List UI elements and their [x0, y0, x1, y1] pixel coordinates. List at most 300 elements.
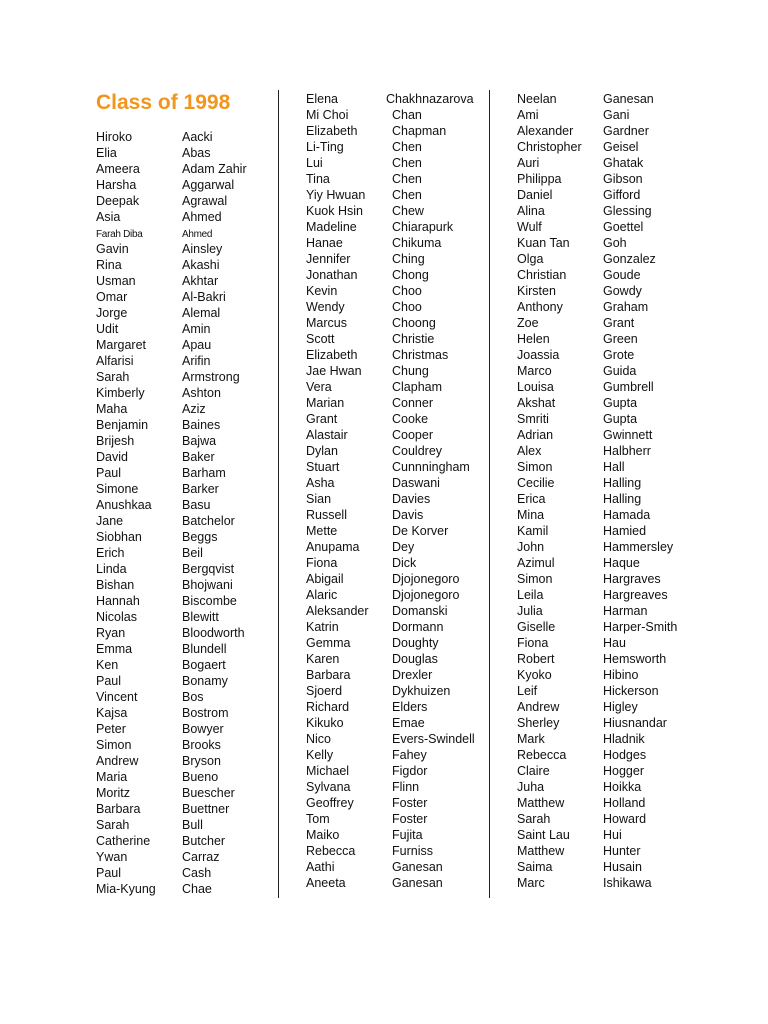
- first-name: Nico: [306, 732, 332, 746]
- last-name: Dormann: [392, 620, 444, 634]
- last-name: Akashi: [182, 258, 220, 272]
- first-name: Marc: [517, 876, 545, 890]
- last-name: Hibino: [603, 668, 639, 682]
- name-row: [306, 731, 475, 747]
- first-name: Linda: [96, 562, 127, 576]
- first-name: Marco: [517, 364, 552, 378]
- first-name: Richard: [306, 700, 350, 714]
- name-row: [306, 475, 475, 491]
- first-name: Alaric: [306, 588, 338, 602]
- last-name: Bowyer: [182, 722, 224, 736]
- first-name: Saint Lau: [517, 828, 570, 842]
- name-row: [306, 395, 475, 411]
- name-row: [517, 107, 677, 123]
- name-row: [96, 785, 247, 801]
- name-row: [96, 465, 247, 481]
- first-name: Vera: [306, 380, 332, 394]
- last-name: Goude: [603, 268, 641, 282]
- name-row: [517, 603, 677, 619]
- last-name: Couldrey: [392, 444, 443, 458]
- first-name: Ken: [96, 658, 119, 672]
- last-name: Domanski: [392, 604, 448, 618]
- last-name: Chapman: [392, 124, 447, 138]
- last-name: Evers-Swindell: [392, 732, 475, 746]
- first-name: Kamil: [517, 524, 549, 538]
- first-name: Paul: [96, 674, 122, 688]
- first-name: Mia-Kyung: [96, 882, 156, 896]
- first-name: Harsha: [96, 178, 137, 192]
- last-name: Halbherr: [603, 444, 651, 458]
- first-name: Simon: [96, 738, 132, 752]
- first-name: Kajsa: [96, 706, 128, 720]
- last-name: Blewitt: [182, 610, 219, 624]
- first-name: Maiko: [306, 828, 340, 842]
- first-name: Peter: [96, 722, 126, 736]
- name-row: [306, 411, 475, 427]
- first-name: Mina: [517, 508, 545, 522]
- last-name: Hickerson: [603, 684, 659, 698]
- last-name: Ganesan: [392, 876, 443, 890]
- last-name: Beil: [182, 546, 203, 560]
- last-name: Chen: [392, 140, 422, 154]
- last-name: Blundell: [182, 642, 227, 656]
- first-name: Ami: [517, 108, 539, 122]
- name-row: [96, 449, 247, 465]
- first-name: Auri: [517, 156, 540, 170]
- name-row: [306, 139, 475, 155]
- first-name: Kevin: [306, 284, 338, 298]
- first-name: Sarah: [517, 812, 551, 826]
- first-name: Bishan: [96, 578, 135, 592]
- first-name: Brijesh: [96, 434, 135, 448]
- last-name: Daswani: [392, 476, 440, 490]
- name-row: [96, 417, 247, 433]
- last-name: Baker: [182, 450, 215, 464]
- first-name: Robert: [517, 652, 555, 666]
- first-name: Aneeta: [306, 876, 346, 890]
- name-row: [96, 593, 247, 609]
- last-name: Cooke: [392, 412, 429, 426]
- name-row: [96, 801, 247, 817]
- last-name: Holland: [603, 796, 646, 810]
- name-row: [306, 491, 475, 507]
- first-name: Erica: [517, 492, 546, 506]
- name-row: [306, 427, 475, 443]
- first-name: Azimul: [517, 556, 555, 570]
- last-name: Barham: [182, 466, 226, 480]
- first-name: Michael: [306, 764, 350, 778]
- name-row: [517, 139, 677, 155]
- name-row: [517, 555, 677, 571]
- first-name: Madeline: [306, 220, 357, 234]
- name-row: [517, 171, 677, 187]
- name-row: [306, 683, 475, 699]
- name-row: [517, 155, 677, 171]
- last-name: Bueno: [182, 770, 219, 784]
- first-name: Katrin: [306, 620, 339, 634]
- last-name: Djojonegoro: [392, 572, 460, 586]
- name-row: [96, 177, 247, 193]
- first-name: Ryan: [96, 626, 126, 640]
- first-name: Matthew: [517, 796, 565, 810]
- first-name: Elena: [306, 92, 338, 106]
- name-row: [306, 507, 475, 523]
- last-name: Gifford: [603, 188, 641, 202]
- name-row: [96, 641, 247, 657]
- first-name: Hanae: [306, 236, 343, 250]
- names-column-3: [517, 91, 677, 891]
- name-row: [517, 283, 677, 299]
- first-name: Alex: [517, 444, 542, 458]
- first-name: Daniel: [517, 188, 553, 202]
- name-row: [306, 203, 475, 219]
- name-row: [517, 811, 677, 827]
- first-name: Li-Ting: [306, 140, 344, 154]
- last-name: Haque: [603, 556, 640, 570]
- first-name: Hannah: [96, 594, 140, 608]
- last-name: Fujita: [392, 828, 423, 842]
- name-row: [96, 625, 247, 641]
- first-name: Jennifer: [306, 252, 351, 266]
- name-row: [96, 737, 247, 753]
- first-name: Akshat: [517, 396, 556, 410]
- first-name: Tom: [306, 812, 330, 826]
- last-name: Bryson: [182, 754, 221, 768]
- name-row: [96, 769, 247, 785]
- name-row: [517, 331, 677, 347]
- last-name: Bhojwani: [182, 578, 233, 592]
- name-row: [96, 385, 247, 401]
- name-row: [306, 859, 475, 875]
- first-name: Cecilie: [517, 476, 555, 490]
- last-name: Gani: [603, 108, 630, 122]
- name-row: [96, 353, 247, 369]
- first-name: Fiona: [306, 556, 338, 570]
- last-name: Gibson: [603, 172, 643, 186]
- name-row: [306, 827, 475, 843]
- names-column-2: [306, 91, 475, 891]
- first-name: Alastair: [306, 428, 348, 442]
- first-name: Maha: [96, 402, 128, 416]
- last-name: Chen: [392, 188, 422, 202]
- last-name: Christie: [392, 332, 435, 346]
- first-name: Aathi: [306, 860, 335, 874]
- name-row: [96, 305, 247, 321]
- first-name: Juha: [517, 780, 545, 794]
- name-row: [96, 865, 247, 881]
- first-name: Jonathan: [306, 268, 358, 282]
- first-name: Gemma: [306, 636, 351, 650]
- first-name: Jane: [96, 514, 124, 528]
- first-name: Rina: [96, 258, 122, 272]
- last-name: Batchelor: [182, 514, 235, 528]
- name-row: [517, 363, 677, 379]
- last-name: Buettner: [182, 802, 230, 816]
- name-row: [517, 203, 677, 219]
- first-name: Yiy Hwuan: [306, 188, 366, 202]
- name-row: [306, 171, 475, 187]
- last-name: Hargraves: [603, 572, 661, 586]
- last-name: Bergqvist: [182, 562, 235, 576]
- first-name: Kirsten: [517, 284, 556, 298]
- first-name: Anupama: [306, 540, 360, 554]
- last-name: Brooks: [182, 738, 221, 752]
- last-name: Gonzalez: [603, 252, 656, 266]
- last-name: Goettel: [603, 220, 644, 234]
- first-name: Simon: [517, 572, 553, 586]
- last-name: Chae: [182, 882, 212, 896]
- first-name: Wulf: [517, 220, 542, 234]
- name-row: [306, 187, 475, 203]
- last-name: Ishikawa: [603, 876, 652, 890]
- name-row: [517, 587, 677, 603]
- first-name: Sarah: [96, 818, 130, 832]
- last-name: Chakhnazarova: [386, 92, 474, 106]
- first-name: Karen: [306, 652, 340, 666]
- name-row: [517, 827, 677, 843]
- last-name: Chong: [392, 268, 429, 282]
- last-name: Hamied: [603, 524, 647, 538]
- first-name: Ameera: [96, 162, 140, 176]
- first-name: Farah Diba: [96, 229, 143, 240]
- last-name: Bloodworth: [182, 626, 245, 640]
- last-name: Higley: [603, 700, 638, 714]
- name-row: [517, 443, 677, 459]
- name-row: [517, 571, 677, 587]
- last-name: Agrawal: [182, 194, 228, 208]
- last-name: Choo: [392, 284, 422, 298]
- first-name: Christian: [517, 268, 567, 282]
- name-row: [306, 315, 475, 331]
- name-row: [517, 747, 677, 763]
- last-name: Harper-Smith: [603, 620, 678, 634]
- first-name: Matthew: [517, 844, 565, 858]
- last-name: Aggarwal: [182, 178, 235, 192]
- page-title: Class of 1998: [96, 91, 231, 114]
- first-name: Kuan Tan: [517, 236, 570, 250]
- first-name: Lui: [306, 156, 323, 170]
- last-name: Basu: [182, 498, 211, 512]
- last-name: Dey: [392, 540, 415, 554]
- last-name: Baines: [182, 418, 221, 432]
- name-row: [517, 91, 677, 107]
- last-name: Ghatak: [603, 156, 644, 170]
- last-name: Bos: [182, 690, 204, 704]
- first-name: Sarah: [96, 370, 130, 384]
- first-name: Abigail: [306, 572, 344, 586]
- first-name: Adrian: [517, 428, 554, 442]
- last-name: Hamada: [603, 508, 651, 522]
- last-name: Gowdy: [603, 284, 642, 298]
- first-name: Kikuko: [306, 716, 344, 730]
- last-name: Choo: [392, 300, 422, 314]
- first-name: Leila: [517, 588, 544, 602]
- name-row: [96, 721, 247, 737]
- name-row: [517, 411, 677, 427]
- name-row: [306, 107, 475, 123]
- name-row: [306, 379, 475, 395]
- name-row: [517, 347, 677, 363]
- first-name: Grant: [306, 412, 338, 426]
- name-row: [306, 251, 475, 267]
- last-name: Douglas: [392, 652, 438, 666]
- name-row: [306, 283, 475, 299]
- last-name: Ashton: [182, 386, 221, 400]
- name-row: [306, 635, 475, 651]
- first-name: Kuok Hsin: [306, 204, 363, 218]
- last-name: Doughty: [392, 636, 439, 650]
- name-row: [517, 315, 677, 331]
- first-name: Asha: [306, 476, 335, 490]
- last-name: Buescher: [182, 786, 235, 800]
- last-name: Gardner: [603, 124, 649, 138]
- first-name: Russell: [306, 508, 347, 522]
- last-name: Gupta: [603, 396, 638, 410]
- last-name: Foster: [392, 812, 428, 826]
- last-name: Hodges: [603, 748, 647, 762]
- first-name: Catherine: [96, 834, 151, 848]
- name-row: [306, 363, 475, 379]
- first-name: Barbara: [96, 802, 141, 816]
- name-row: [96, 257, 247, 273]
- last-name: Barker: [182, 482, 219, 496]
- name-row: [96, 273, 247, 289]
- name-row: [517, 763, 677, 779]
- first-name: Hiroko: [96, 130, 133, 144]
- last-name: Bostrom: [182, 706, 229, 720]
- last-name: Amin: [182, 322, 211, 336]
- name-row: [517, 683, 677, 699]
- name-row: [517, 235, 677, 251]
- name-row: [96, 577, 247, 593]
- first-name: Zoe: [517, 316, 539, 330]
- first-name: Stuart: [306, 460, 340, 474]
- name-row: [517, 635, 677, 651]
- first-name: Leif: [517, 684, 538, 698]
- last-name: Beggs: [182, 530, 218, 544]
- name-row: [306, 523, 475, 539]
- first-name: Fiona: [517, 636, 549, 650]
- first-name: Nicolas: [96, 610, 137, 624]
- last-name: Armstrong: [182, 370, 240, 384]
- first-name: Marcus: [306, 316, 347, 330]
- last-name: Hogger: [603, 764, 644, 778]
- last-name: Clapham: [392, 380, 443, 394]
- last-name: Davis: [392, 508, 424, 522]
- name-row: [517, 267, 677, 283]
- name-row: [306, 331, 475, 347]
- last-name: Grant: [603, 316, 635, 330]
- last-name: Elders: [392, 700, 428, 714]
- first-name: Margaret: [96, 338, 147, 352]
- last-name: Chew: [392, 204, 424, 218]
- last-name: Drexler: [392, 668, 433, 682]
- first-name: Christopher: [517, 140, 582, 154]
- first-name: Deepak: [96, 194, 140, 208]
- name-row: [517, 843, 677, 859]
- first-name: Anushkaa: [96, 498, 152, 512]
- name-row: [306, 811, 475, 827]
- last-name: Goh: [603, 236, 627, 250]
- name-row: [96, 529, 247, 545]
- first-name: Kimberly: [96, 386, 145, 400]
- name-row: [96, 849, 247, 865]
- first-name: Louisa: [517, 380, 554, 394]
- name-row: [96, 513, 247, 529]
- first-name: Ywan: [96, 850, 128, 864]
- first-name: Alexander: [517, 124, 574, 138]
- last-name: Chikuma: [392, 236, 442, 250]
- name-row: [96, 561, 247, 577]
- name-row: [96, 609, 247, 625]
- first-name: Claire: [517, 764, 550, 778]
- name-row: [96, 497, 247, 513]
- last-name: Bull: [182, 818, 203, 832]
- name-row: [96, 657, 247, 673]
- name-row: [306, 651, 475, 667]
- first-name: Wendy: [306, 300, 345, 314]
- name-row: [96, 545, 247, 561]
- name-row: [96, 401, 247, 417]
- first-name: Sherley: [517, 716, 560, 730]
- last-name: Howard: [603, 812, 647, 826]
- last-name: Conner: [392, 396, 433, 410]
- last-name: Cunnningham: [392, 460, 470, 474]
- last-name: Biscombe: [182, 594, 237, 608]
- name-row: [96, 673, 247, 689]
- last-name: Alemal: [182, 306, 221, 320]
- last-name: Ahmed: [182, 229, 213, 240]
- first-name: Paul: [96, 466, 122, 480]
- last-name: Chen: [392, 156, 422, 170]
- name-row: [96, 833, 247, 849]
- name-row: [306, 571, 475, 587]
- last-name: Aacki: [182, 130, 213, 144]
- name-row: [306, 843, 475, 859]
- last-name: Gwinnett: [603, 428, 653, 442]
- name-row: [306, 875, 475, 891]
- name-row: [96, 337, 247, 353]
- last-name: Hoikka: [603, 780, 642, 794]
- first-name: Simon: [517, 460, 553, 474]
- first-name: Elizabeth: [306, 124, 358, 138]
- name-row: [517, 539, 677, 555]
- last-name: Hunter: [603, 844, 641, 858]
- last-name: Aziz: [182, 402, 206, 416]
- name-row: [517, 779, 677, 795]
- name-row: [306, 155, 475, 171]
- last-name: Dykhuizen: [392, 684, 451, 698]
- last-name: Graham: [603, 300, 649, 314]
- name-row: [306, 123, 475, 139]
- last-name: Apau: [182, 338, 212, 352]
- first-name: Scott: [306, 332, 335, 346]
- name-row: [517, 699, 677, 715]
- name-row: [96, 817, 247, 833]
- last-name: Hammersley: [603, 540, 674, 554]
- name-row: [96, 433, 247, 449]
- last-name: Adam Zahir: [182, 162, 247, 176]
- first-name: Saima: [517, 860, 553, 874]
- name-row: [96, 369, 247, 385]
- last-name: Bogaert: [182, 658, 226, 672]
- first-name: Sylvana: [306, 780, 351, 794]
- name-row: [306, 619, 475, 635]
- name-row: [306, 667, 475, 683]
- name-row: [306, 587, 475, 603]
- first-name: Maria: [96, 770, 128, 784]
- last-name: Chan: [392, 108, 422, 122]
